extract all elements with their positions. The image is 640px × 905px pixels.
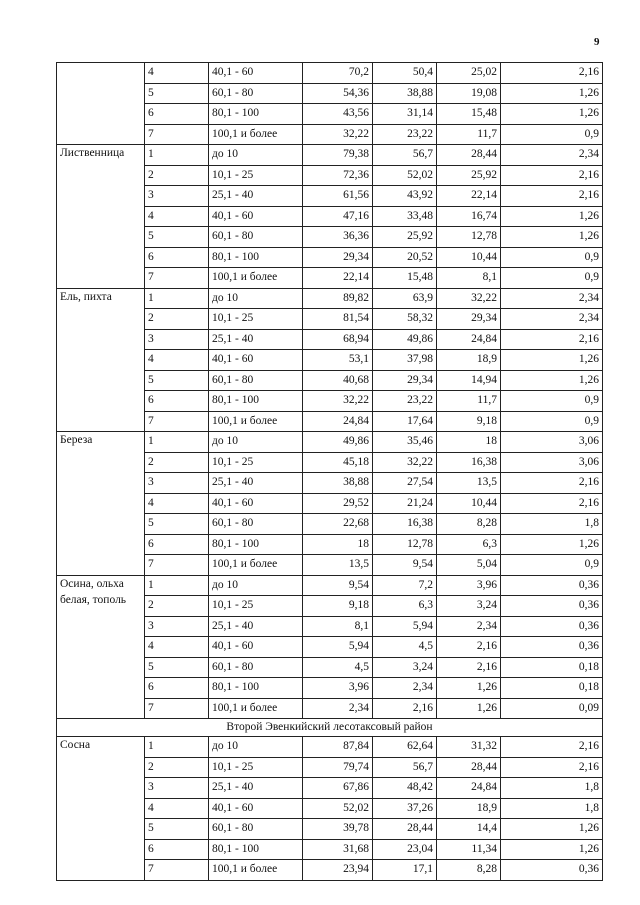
value-cell: 1,26 (501, 819, 603, 840)
value-cell: 9,18 (437, 411, 501, 432)
value-cell: 9,54 (303, 575, 373, 596)
row-index-cell: 2 (145, 452, 209, 473)
row-index-cell: 7 (145, 268, 209, 289)
value-cell: 38,88 (373, 83, 437, 104)
value-cell: 29,34 (437, 309, 501, 330)
rates-table (56, 62, 603, 881)
value-cell: 10,44 (437, 247, 501, 268)
diameter-range-cell: 25,1 - 40 (209, 186, 303, 207)
value-cell: 87,84 (303, 737, 373, 758)
value-cell: 25,92 (437, 165, 501, 186)
value-cell: 0,36 (501, 616, 603, 637)
value-cell: 2,16 (501, 473, 603, 494)
value-cell: 17,1 (373, 860, 437, 881)
value-cell: 0,36 (501, 575, 603, 596)
row-index-cell: 1 (145, 145, 209, 166)
value-cell: 22,68 (303, 514, 373, 535)
value-cell: 5,94 (373, 616, 437, 637)
value-cell: 9,54 (373, 555, 437, 576)
value-cell: 2,16 (501, 329, 603, 350)
value-cell: 0,9 (501, 411, 603, 432)
row-index-cell: 1 (145, 432, 209, 453)
diameter-range-cell: 60,1 - 80 (209, 370, 303, 391)
diameter-range-cell: 100,1 и более (209, 268, 303, 289)
diameter-range-cell: 80,1 - 100 (209, 104, 303, 125)
table-row (57, 63, 603, 84)
value-cell: 16,38 (373, 514, 437, 535)
value-cell: 52,02 (303, 798, 373, 819)
value-cell: 3,24 (437, 596, 501, 617)
value-cell: 2,16 (501, 165, 603, 186)
value-cell: 3,96 (303, 678, 373, 699)
diameter-range-cell: 40,1 - 60 (209, 637, 303, 658)
value-cell: 12,78 (373, 534, 437, 555)
table-row (57, 737, 603, 758)
value-cell: 6,3 (373, 596, 437, 617)
value-cell: 23,22 (373, 124, 437, 145)
diameter-range-cell: 80,1 - 100 (209, 391, 303, 412)
value-cell: 31,14 (373, 104, 437, 125)
value-cell: 38,88 (303, 473, 373, 494)
value-cell: 18,9 (437, 798, 501, 819)
value-cell: 17,64 (373, 411, 437, 432)
value-cell: 32,22 (373, 452, 437, 473)
value-cell: 67,86 (303, 778, 373, 799)
value-cell: 12,78 (437, 227, 501, 248)
value-cell: 32,22 (303, 391, 373, 412)
value-cell: 43,92 (373, 186, 437, 207)
value-cell: 1,26 (501, 227, 603, 248)
value-cell: 70,2 (303, 63, 373, 84)
value-cell: 21,24 (373, 493, 437, 514)
section-row (57, 719, 603, 737)
value-cell: 0,9 (501, 124, 603, 145)
value-cell: 5,04 (437, 555, 501, 576)
value-cell: 43,56 (303, 104, 373, 125)
value-cell: 1,26 (501, 534, 603, 555)
diameter-range-cell: 80,1 - 100 (209, 534, 303, 555)
value-cell: 48,42 (373, 778, 437, 799)
row-index-cell: 5 (145, 514, 209, 535)
value-cell: 16,74 (437, 206, 501, 227)
diameter-range-cell: до 10 (209, 575, 303, 596)
species-cell (57, 63, 145, 145)
page-number: 9 (594, 36, 600, 48)
value-cell: 2,34 (501, 288, 603, 309)
diameter-range-cell: 10,1 - 25 (209, 452, 303, 473)
value-cell: 2,34 (501, 309, 603, 330)
row-index-cell: 5 (145, 819, 209, 840)
section-title: Второй Эвенкийский лесотаксовый район (57, 719, 603, 737)
row-index-cell: 6 (145, 391, 209, 412)
value-cell: 45,18 (303, 452, 373, 473)
row-index-cell: 4 (145, 63, 209, 84)
value-cell: 7,2 (373, 575, 437, 596)
value-cell: 23,04 (373, 839, 437, 860)
row-index-cell: 7 (145, 698, 209, 719)
value-cell: 56,7 (373, 757, 437, 778)
value-cell: 0,9 (501, 268, 603, 289)
row-index-cell: 4 (145, 798, 209, 819)
value-cell: 3,24 (373, 657, 437, 678)
row-index-cell: 2 (145, 757, 209, 778)
table-row (57, 288, 603, 309)
value-cell: 61,56 (303, 186, 373, 207)
value-cell: 11,7 (437, 124, 501, 145)
value-cell: 0,9 (501, 247, 603, 268)
diameter-range-cell: 40,1 - 60 (209, 493, 303, 514)
value-cell: 14,94 (437, 370, 501, 391)
value-cell: 52,02 (373, 165, 437, 186)
diameter-range-cell: 60,1 - 80 (209, 657, 303, 678)
row-index-cell: 2 (145, 596, 209, 617)
row-index-cell: 4 (145, 637, 209, 658)
value-cell: 1,26 (501, 104, 603, 125)
value-cell: 11,7 (437, 391, 501, 412)
row-index-cell: 4 (145, 350, 209, 371)
value-cell: 24,84 (437, 778, 501, 799)
diameter-range-cell: 10,1 - 25 (209, 757, 303, 778)
diameter-range-cell: 60,1 - 80 (209, 227, 303, 248)
diameter-range-cell: 100,1 и более (209, 411, 303, 432)
row-index-cell: 3 (145, 329, 209, 350)
diameter-range-cell: 100,1 и более (209, 555, 303, 576)
row-index-cell: 6 (145, 534, 209, 555)
row-index-cell: 6 (145, 678, 209, 699)
value-cell: 47,16 (303, 206, 373, 227)
species-cell: Осина, ольха белая, тополь (57, 575, 145, 719)
value-cell: 63,9 (373, 288, 437, 309)
value-cell: 2,16 (437, 637, 501, 658)
species-cell: Лиственница (57, 145, 145, 289)
value-cell: 54,36 (303, 83, 373, 104)
row-index-cell: 2 (145, 309, 209, 330)
value-cell: 40,68 (303, 370, 373, 391)
value-cell: 6,3 (437, 534, 501, 555)
value-cell: 18,9 (437, 350, 501, 371)
value-cell: 32,22 (437, 288, 501, 309)
row-index-cell: 3 (145, 186, 209, 207)
value-cell: 2,34 (303, 698, 373, 719)
row-index-cell: 3 (145, 616, 209, 637)
row-index-cell: 1 (145, 737, 209, 758)
diameter-range-cell: до 10 (209, 288, 303, 309)
value-cell: 0,9 (501, 555, 603, 576)
diameter-range-cell: до 10 (209, 737, 303, 758)
value-cell: 4,5 (373, 637, 437, 658)
value-cell: 2,16 (501, 737, 603, 758)
diameter-range-cell: 80,1 - 100 (209, 247, 303, 268)
diameter-range-cell: 100,1 и более (209, 860, 303, 881)
value-cell: 8,28 (437, 860, 501, 881)
value-cell: 89,82 (303, 288, 373, 309)
diameter-range-cell: 40,1 - 60 (209, 206, 303, 227)
value-cell: 28,44 (437, 757, 501, 778)
value-cell: 18 (303, 534, 373, 555)
value-cell: 28,44 (437, 145, 501, 166)
value-cell: 25,92 (373, 227, 437, 248)
row-index-cell: 4 (145, 206, 209, 227)
value-cell: 8,1 (437, 268, 501, 289)
value-cell: 36,36 (303, 227, 373, 248)
value-cell: 2,16 (501, 63, 603, 84)
table-row (57, 432, 603, 453)
value-cell: 53,1 (303, 350, 373, 371)
row-index-cell: 2 (145, 165, 209, 186)
value-cell: 2,16 (501, 757, 603, 778)
diameter-range-cell: 80,1 - 100 (209, 839, 303, 860)
value-cell: 2,16 (373, 698, 437, 719)
value-cell: 32,22 (303, 124, 373, 145)
value-cell: 1,26 (437, 698, 501, 719)
value-cell: 2,34 (437, 616, 501, 637)
value-cell: 28,44 (373, 819, 437, 840)
value-cell: 49,86 (303, 432, 373, 453)
value-cell: 8,28 (437, 514, 501, 535)
diameter-range-cell: 40,1 - 60 (209, 63, 303, 84)
value-cell: 81,54 (303, 309, 373, 330)
value-cell: 56,7 (373, 145, 437, 166)
value-cell: 68,94 (303, 329, 373, 350)
value-cell: 24,84 (437, 329, 501, 350)
value-cell: 15,48 (373, 268, 437, 289)
value-cell: 62,64 (373, 737, 437, 758)
value-cell: 11,34 (437, 839, 501, 860)
value-cell: 0,09 (501, 698, 603, 719)
value-cell: 1,26 (501, 83, 603, 104)
value-cell: 0,36 (501, 637, 603, 658)
value-cell: 1,26 (437, 678, 501, 699)
value-cell: 2,16 (437, 657, 501, 678)
species-cell: Сосна (57, 737, 145, 881)
value-cell: 0,18 (501, 657, 603, 678)
value-cell: 9,18 (303, 596, 373, 617)
value-cell: 10,44 (437, 493, 501, 514)
value-cell: 1,26 (501, 206, 603, 227)
diameter-range-cell: 40,1 - 60 (209, 798, 303, 819)
value-cell: 29,34 (373, 370, 437, 391)
value-cell: 27,54 (373, 473, 437, 494)
value-cell: 3,06 (501, 452, 603, 473)
row-index-cell: 7 (145, 555, 209, 576)
value-cell: 1,26 (501, 350, 603, 371)
species-cell: Ель, пихта (57, 288, 145, 432)
table-row (57, 145, 603, 166)
value-cell: 22,14 (437, 186, 501, 207)
table-row (57, 575, 603, 596)
value-cell: 0,36 (501, 596, 603, 617)
diameter-range-cell: 100,1 и более (209, 698, 303, 719)
value-cell: 15,48 (437, 104, 501, 125)
value-cell: 31,68 (303, 839, 373, 860)
value-cell: 3,96 (437, 575, 501, 596)
value-cell: 0,18 (501, 678, 603, 699)
diameter-range-cell: до 10 (209, 432, 303, 453)
value-cell: 31,32 (437, 737, 501, 758)
value-cell: 8,1 (303, 616, 373, 637)
row-index-cell: 3 (145, 778, 209, 799)
diameter-range-cell: 40,1 - 60 (209, 350, 303, 371)
row-index-cell: 1 (145, 288, 209, 309)
value-cell: 49,86 (373, 329, 437, 350)
diameter-range-cell: 60,1 - 80 (209, 83, 303, 104)
value-cell: 2,16 (501, 493, 603, 514)
value-cell: 19,08 (437, 83, 501, 104)
value-cell: 37,26 (373, 798, 437, 819)
diameter-range-cell: 10,1 - 25 (209, 165, 303, 186)
value-cell: 13,5 (437, 473, 501, 494)
value-cell: 58,32 (373, 309, 437, 330)
value-cell: 1,26 (501, 839, 603, 860)
row-index-cell: 4 (145, 493, 209, 514)
diameter-range-cell: 25,1 - 40 (209, 473, 303, 494)
row-index-cell: 5 (145, 227, 209, 248)
value-cell: 39,78 (303, 819, 373, 840)
value-cell: 1,8 (501, 778, 603, 799)
value-cell: 13,5 (303, 555, 373, 576)
row-index-cell: 5 (145, 370, 209, 391)
value-cell: 0,9 (501, 391, 603, 412)
value-cell: 1,8 (501, 514, 603, 535)
diameter-range-cell: до 10 (209, 145, 303, 166)
row-index-cell: 6 (145, 839, 209, 860)
value-cell: 37,98 (373, 350, 437, 371)
diameter-range-cell: 60,1 - 80 (209, 819, 303, 840)
diameter-range-cell: 25,1 - 40 (209, 329, 303, 350)
value-cell: 4,5 (303, 657, 373, 678)
row-index-cell: 7 (145, 411, 209, 432)
value-cell: 29,34 (303, 247, 373, 268)
value-cell: 5,94 (303, 637, 373, 658)
value-cell: 72,36 (303, 165, 373, 186)
diameter-range-cell: 100,1 и более (209, 124, 303, 145)
value-cell: 20,52 (373, 247, 437, 268)
value-cell: 24,84 (303, 411, 373, 432)
value-cell: 35,46 (373, 432, 437, 453)
value-cell: 1,26 (501, 370, 603, 391)
diameter-range-cell: 25,1 - 40 (209, 778, 303, 799)
value-cell: 3,06 (501, 432, 603, 453)
value-cell: 79,38 (303, 145, 373, 166)
row-index-cell: 1 (145, 575, 209, 596)
row-index-cell: 6 (145, 247, 209, 268)
diameter-range-cell: 10,1 - 25 (209, 596, 303, 617)
value-cell: 33,48 (373, 206, 437, 227)
row-index-cell: 7 (145, 124, 209, 145)
value-cell: 2,16 (501, 186, 603, 207)
value-cell: 79,74 (303, 757, 373, 778)
row-index-cell: 7 (145, 860, 209, 881)
value-cell: 22,14 (303, 268, 373, 289)
row-index-cell: 6 (145, 104, 209, 125)
value-cell: 23,94 (303, 860, 373, 881)
diameter-range-cell: 60,1 - 80 (209, 514, 303, 535)
value-cell: 18 (437, 432, 501, 453)
value-cell: 29,52 (303, 493, 373, 514)
value-cell: 16,38 (437, 452, 501, 473)
value-cell: 2,34 (373, 678, 437, 699)
species-cell: Береза (57, 432, 145, 576)
value-cell: 2,34 (501, 145, 603, 166)
value-cell: 23,22 (373, 391, 437, 412)
diameter-range-cell: 10,1 - 25 (209, 309, 303, 330)
value-cell: 25,02 (437, 63, 501, 84)
diameter-range-cell: 80,1 - 100 (209, 678, 303, 699)
row-index-cell: 5 (145, 83, 209, 104)
row-index-cell: 5 (145, 657, 209, 678)
row-index-cell: 3 (145, 473, 209, 494)
diameter-range-cell: 25,1 - 40 (209, 616, 303, 637)
value-cell: 50,4 (373, 63, 437, 84)
value-cell: 1,8 (501, 798, 603, 819)
value-cell: 14,4 (437, 819, 501, 840)
value-cell: 0,36 (501, 860, 603, 881)
